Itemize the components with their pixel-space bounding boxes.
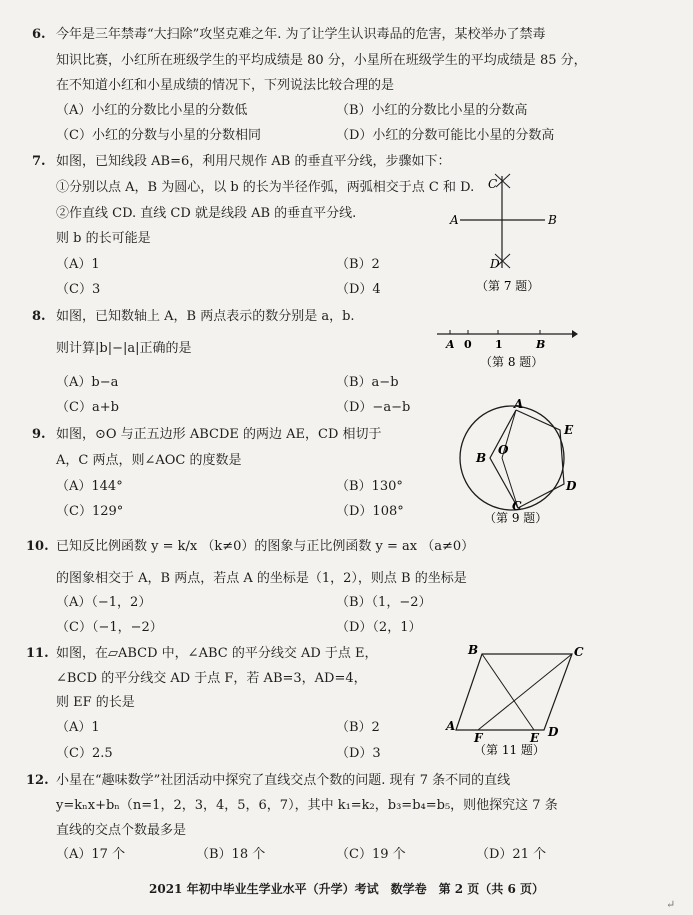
fig11-label-f: F bbox=[474, 731, 483, 745]
fig8-diagram bbox=[432, 322, 582, 372]
q7-line3: ②作直线 CD. 直线 CD 就是线段 AB 的垂直平分线. bbox=[56, 206, 357, 221]
q11-option-b: （B）2 bbox=[336, 720, 380, 735]
q10-option-a: （A）（−1，2） bbox=[56, 595, 152, 610]
fig9-label-d: D bbox=[566, 479, 577, 493]
q7-option-a: （A）1 bbox=[56, 257, 100, 272]
fig9-diagram bbox=[452, 396, 592, 528]
q6-line2: 知识比赛，小红所在班级学生的平均成绩是 80 分，小星所在班级学生的平均成绩是 85 分， bbox=[56, 53, 587, 68]
q8-number: 8. bbox=[32, 309, 46, 324]
q8-line2: 则计算|b|−|a|正确的是 bbox=[56, 341, 192, 356]
q10-line2: 的图象相交于 A，B 两点，若点 A 的坐标是（1，2），则点 B 的坐标是 bbox=[56, 571, 467, 586]
q8-option-c: （C）a+b bbox=[56, 400, 119, 415]
fig11-label-d: D bbox=[548, 725, 559, 739]
q11-number: 11. bbox=[26, 646, 49, 661]
return-mark-icon: ↵ bbox=[666, 898, 676, 911]
q6-option-c: （C）小红的分数与小星的分数相同 bbox=[56, 128, 261, 143]
q12-number: 12. bbox=[26, 773, 49, 788]
fig7-caption: （第 7 题） bbox=[476, 279, 540, 293]
q10-option-d: （D）（2，1） bbox=[336, 620, 422, 635]
q8-line1: 如图，已知数轴上 A，B 两点表示的数分别是 a，b. bbox=[56, 309, 355, 324]
q9-option-c: （C）129° bbox=[56, 504, 124, 519]
q9-line2: A，C 两点，则∠AOC 的度数是 bbox=[56, 453, 242, 468]
fig11-label-e: E bbox=[530, 731, 540, 745]
fig11-caption: （第 11 题） bbox=[474, 743, 545, 757]
fig9-label-c: C bbox=[512, 499, 522, 513]
fig8-label-a: A bbox=[446, 338, 455, 351]
q9-option-b: （B）130° bbox=[336, 479, 403, 494]
fig8-label-b: B bbox=[536, 338, 546, 351]
q12-line2: y=kₙx+bₙ（n=1，2，3，4，5，6，7），其中 k₁=k₂，b₃=b₄=b₅，则他探究这 7 条 bbox=[56, 798, 558, 813]
fig9-label-b: B bbox=[476, 451, 487, 465]
fig7-label-b: B bbox=[548, 213, 557, 227]
q8-option-b: （B）a−b bbox=[336, 375, 399, 390]
q12-line3: 直线的交点个数最多是 bbox=[56, 823, 187, 838]
q6-line1: 今年是三年禁毒“大扫除”攻坚克难之年. 为了让学生认识毒品的危害，某校举办了禁毒 bbox=[56, 27, 546, 42]
q6-option-a: （A）小红的分数比小星的分数低 bbox=[56, 103, 248, 118]
q8-option-a: （A）b−a bbox=[56, 375, 119, 390]
q7-number: 7. bbox=[32, 154, 46, 169]
q12-option-b: （B）18 个 bbox=[196, 847, 266, 862]
q12-option-a: （A）17 个 bbox=[56, 847, 126, 862]
page-footer: 2021 年初中毕业生学业水平（升学）考试 数学卷 第 2 页（共 6 页） bbox=[149, 882, 544, 896]
fig7-diagram bbox=[440, 168, 580, 298]
fig9-pentagon bbox=[490, 410, 564, 508]
fig7-label-a: A bbox=[450, 213, 459, 227]
q10-number: 10. bbox=[26, 539, 49, 554]
q6-line3: 在不知道小红和小星成绩的情况下，下列说法比较合理的是 bbox=[56, 78, 395, 93]
q11-line3: 则 EF 的长是 bbox=[56, 695, 135, 710]
q9-line1: 如图，⊙O 与正五边形 ABCDE 的两边 AE，CD 相切于 bbox=[56, 427, 382, 442]
q7-line1: 如图，已知线段 AB=6，利用尺规作 AB 的垂直平分线，步骤如下： bbox=[56, 154, 451, 169]
q7-line4: 则 b 的长可能是 bbox=[56, 231, 151, 246]
q11-line2: ∠BCD 的平分线交 AD 于点 F，若 AB=3，AD=4， bbox=[56, 671, 367, 686]
q10-option-b: （B）（1，−2） bbox=[336, 595, 432, 610]
q9-number: 9. bbox=[32, 427, 46, 442]
q12-line1: 小星在“趣味数学”社团活动中探究了直线交点个数的问题. 现有 7 条不同的直线 bbox=[56, 773, 511, 788]
q7-option-b: （B）2 bbox=[336, 257, 380, 272]
fig11-parallelogram bbox=[456, 654, 572, 730]
fig9-caption: （第 9 题） bbox=[484, 511, 548, 525]
q12-option-c: （C）19 个 bbox=[336, 847, 406, 862]
fig7-label-c: C bbox=[488, 177, 498, 191]
q11-option-a: （A）1 bbox=[56, 720, 100, 735]
fig11-bisector-be bbox=[482, 654, 534, 730]
q12-option-d: （D）21 个 bbox=[476, 847, 547, 862]
q6-number: 6. bbox=[32, 27, 46, 42]
fig11-label-b: B bbox=[468, 643, 479, 657]
q9-option-d: （D）108° bbox=[336, 504, 404, 519]
fig7-label-d: D bbox=[490, 257, 500, 271]
fig8-label-1: 1 bbox=[495, 338, 503, 351]
fig8-caption: （第 8 题） bbox=[480, 355, 544, 369]
fig11-diagram bbox=[444, 642, 594, 757]
fig8-arrow bbox=[572, 330, 578, 338]
fig11-label-c: C bbox=[574, 645, 584, 659]
fig9-label-a: A bbox=[514, 397, 524, 411]
q6-option-d: （D）小红的分数可能比小星的分数高 bbox=[336, 128, 555, 143]
q11-line1: 如图，在▱ABCD 中，∠ABC 的平分线交 AD 于点 E， bbox=[56, 646, 378, 661]
fig9-label-e: E bbox=[564, 423, 574, 437]
q7-option-d: （D）4 bbox=[336, 282, 381, 297]
q11-option-c: （C）2.5 bbox=[56, 746, 113, 761]
q11-option-d: （D）3 bbox=[336, 746, 381, 761]
q8-option-d: （D）−a−b bbox=[336, 400, 411, 415]
fig9-label-o: O bbox=[498, 443, 509, 457]
q10-line1: 已知反比例函数 y = k/x （k≠0）的图象与正比例函数 y = ax （a≠0） bbox=[56, 539, 475, 554]
q9-option-a: （A）144° bbox=[56, 479, 123, 494]
q6-option-b: （B）小红的分数比小星的分数高 bbox=[336, 103, 528, 118]
q7-option-c: （C）3 bbox=[56, 282, 101, 297]
q7-line2: ①分别以点 A，B 为圆心，以 b 的长为半径作弧，两弧相交于点 C 和 D. bbox=[56, 180, 475, 195]
fig8-label-0: 0 bbox=[464, 338, 472, 351]
fig11-label-a: A bbox=[446, 719, 456, 733]
q10-option-c: （C）（−1，−2） bbox=[56, 620, 163, 635]
